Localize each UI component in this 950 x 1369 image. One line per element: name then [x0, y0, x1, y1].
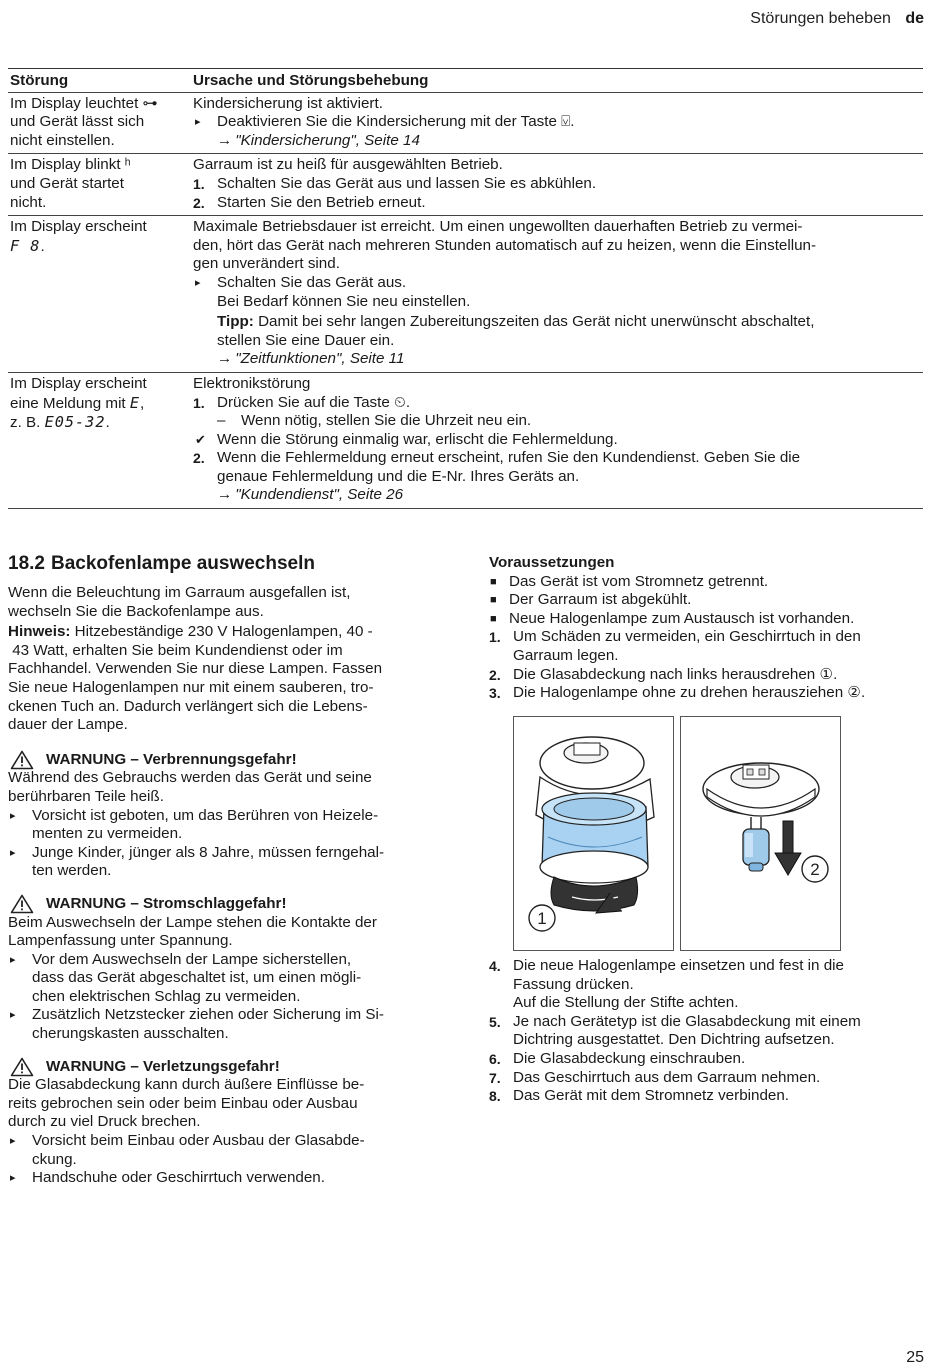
cause-cell — [193, 156, 923, 212]
warning-bullet — [8, 1006, 444, 1043]
cause-text: Maximale Betriebsdauer ist erreicht. Um einen ungewollten dauerhaften Betrieb zu vermei- — [193, 218, 803, 236]
step-text: Garraum legen. — [513, 646, 619, 664]
callout-label-two: 2 — [810, 860, 820, 879]
numbered-step — [489, 628, 929, 665]
note-label: Hinweis: — [8, 623, 71, 641]
bullet-text: ten werden. — [32, 862, 112, 880]
requirement-text: Neue Halogenlampe zum Austausch ist vorhanden. — [509, 609, 855, 627]
warning-text: Die Glasabdeckung kann durch äußere Einflüsse be- — [8, 1076, 365, 1094]
requirement-item — [489, 591, 929, 610]
section-heading — [8, 552, 444, 576]
warning-triangle-icon — [10, 750, 34, 770]
warning-bullet — [8, 807, 444, 844]
figure-unscrew-cover — [513, 716, 674, 951]
step-text: Je nach Gerätetyp ist die Glasabdeckung mit einem — [513, 1012, 861, 1030]
warning-text: Lampenfassung unter Spannung. — [8, 932, 233, 950]
numbered-step — [489, 666, 929, 685]
step-text: Fassung drücken. — [513, 975, 634, 993]
section-title: Backofenlampe auswechseln — [50, 553, 315, 574]
step-number: 3. — [489, 685, 501, 702]
result-text: Wenn die Störung einmalig war, erlischt die Fehlermeldung. — [217, 430, 618, 448]
square-bullet-icon: ■ — [490, 612, 497, 625]
numbered-step — [489, 957, 929, 1013]
fault-cell — [8, 375, 193, 505]
display-code: E — [129, 393, 141, 412]
halogen-lamp-remove-illustration — [681, 717, 839, 949]
table-row — [8, 216, 923, 373]
intro-line: wechseln Sie die Backofenlampe aus. — [8, 602, 264, 620]
sub-step-text: Wenn nötig, stellen Sie die Uhrzeit neu ein. — [241, 412, 532, 430]
triangle-bullet-icon: ▸ — [10, 1172, 16, 1185]
numbered-step — [489, 1050, 929, 1069]
fault-cell — [8, 156, 193, 212]
step-text: Die neue Halogenlampe einsetzen und fest in die — [513, 957, 844, 974]
requirements-heading: Voraussetzungen — [489, 554, 615, 571]
note-line: Sie neue Halogenlampen nur mit einem sauberen, tro- — [8, 678, 374, 696]
warning-text: reits gebrochen sein oder beim Einbau oder Ausbau — [8, 1094, 358, 1112]
warning-title: WARNUNG – Verletzungsgefahr! — [46, 1057, 280, 1075]
requirement-item — [489, 573, 929, 592]
numbered-step: 2. Wenn die Fehlermeldung erneut erscheint, rufen Sie den Kundendienst. Geben Sie die — [193, 449, 801, 467]
fault-text-part: z. B. — [10, 414, 45, 432]
bullet-text: menten zu vermeiden. — [32, 825, 183, 843]
figure-pull-lamp — [680, 716, 841, 951]
section-number: 18.2 — [8, 553, 45, 574]
step-number: 8. — [489, 1088, 501, 1105]
numbered-step: 1. Schalten Sie das Gerät aus und lassen Sie es abkühlen. — [193, 174, 597, 192]
note-line: Fachhandel. Verwenden Sie nur diese Lampen. Fassen — [8, 660, 383, 678]
table-row — [8, 154, 923, 216]
tip-text: stellen Sie eine Dauer ein. — [217, 331, 395, 349]
cross-reference-link[interactable] — [193, 350, 923, 369]
cause-cell — [193, 375, 923, 505]
glass-cover-unscrew-illustration — [514, 717, 672, 949]
step-text: Drücken Sie auf die Taste ⏲. — [217, 393, 411, 411]
table-row — [8, 373, 923, 509]
warning-bullet — [8, 1132, 444, 1169]
square-bullet-icon: ■ — [490, 575, 497, 588]
reference-text: "Kundendienst", Seite 26 — [235, 486, 404, 504]
fault-cell — [8, 95, 193, 151]
reference-text: "Kindersicherung", Seite 14 — [235, 131, 420, 149]
triangle-bullet-icon: ▸ — [10, 809, 16, 822]
lamp-illustrations — [513, 716, 843, 952]
cause-text: den, hört das Gerät nach mehreren Stunden automatisch auf zu heizen, wenn die Einstellun- — [193, 236, 817, 254]
step-number: 2. — [489, 666, 501, 683]
action-text: Schalten Sie das Gerät aus. — [217, 273, 407, 291]
page-header — [750, 10, 924, 29]
tip-text: Damit bei sehr langen Zubereitungszeiten das Gerät nicht unerwünscht abschaltet, — [253, 313, 815, 331]
fault-text: eine Meldung mit E, — [10, 393, 145, 412]
warning-text: Während des Gebrauchs werden das Gerät und seine — [8, 769, 372, 787]
reference-text: "Zeitfunktionen", Seite 11 — [235, 350, 405, 368]
table-header-row — [8, 69, 923, 93]
fault-text: Im Display erscheint — [10, 374, 147, 392]
fault-text: Im Display blinkt ʰ — [10, 156, 131, 174]
table-header-fault: Störung — [10, 72, 69, 89]
header-section-title: Störungen beheben — [750, 10, 891, 27]
note-paragraph — [8, 623, 444, 735]
fault-text: und Gerät startet — [10, 174, 124, 192]
bullet-text: chen elektrischen Schlag zu vermeiden. — [32, 987, 301, 1005]
bullet-text: Handschuhe oder Geschirrtuch verwenden. — [32, 1169, 325, 1187]
fault-text: nicht einstellen. — [10, 131, 115, 149]
action-item — [193, 274, 923, 293]
step-text: Starten Sie den Betrieb erneut. — [217, 193, 426, 211]
step-text: Die Halogenlampe ohne zu drehen herausziehen ②. — [513, 684, 866, 702]
arrow-right-icon: → — [217, 350, 233, 368]
step-number: 4. — [489, 958, 501, 974]
step-text: Die Glasabdeckung einschrauben. — [513, 1049, 746, 1067]
display-code: F 8 — [10, 236, 41, 255]
step-text: Um Schäden zu vermeiden, ein Geschirrtuch in den — [513, 628, 861, 646]
fault-cell — [8, 218, 193, 369]
step-text: Die Glasabdeckung nach links herausdrehen ①. — [513, 665, 838, 683]
bullet-text: cherungskasten ausschalten. — [32, 1025, 229, 1043]
action-subtext: Bei Bedarf können Sie neu einstellen. — [217, 292, 471, 310]
cause-cell — [193, 218, 923, 369]
square-bullet-icon: ■ — [490, 594, 497, 607]
cross-reference-link[interactable] — [193, 486, 923, 505]
step-number: 1. — [489, 629, 501, 646]
note-line: ckenen Tuch an. Dadurch verlängert sich die Lebens- — [8, 697, 368, 715]
numbered-step — [489, 684, 929, 703]
note-text: Hitzebeständige 230 V Halogenlampen, 40 - — [70, 623, 373, 641]
checkmark-icon: ✔ — [195, 431, 206, 447]
cross-reference-link[interactable] — [193, 132, 923, 151]
callout-label-one: 1 — [537, 909, 547, 928]
fault-text: z. B. E05-32. — [10, 413, 110, 432]
note-line: 43 Watt, erhalten Sie beim Kundendienst oder im — [8, 641, 343, 659]
fault-text: nicht. — [10, 193, 47, 211]
step-text: Auf die Stellung der Stifte achten. — [513, 994, 739, 1012]
intro-line: Wenn die Beleuchtung im Garraum ausgefallen ist, — [8, 584, 351, 601]
action-text: Deaktivieren Sie die Kindersicherung mit der Taste ⍌. — [217, 113, 575, 131]
bullet-text: Junge Kinder, jünger als 8 Jahre, müssen ferngehal- — [32, 843, 385, 861]
numbered-step: 1. Drücken Sie auf die Taste ⏲. — [193, 393, 411, 411]
numbered-step — [489, 1013, 929, 1050]
warning-triangle-icon — [10, 1057, 34, 1077]
requirement-text: Der Garraum ist abgekühlt. — [509, 591, 692, 609]
steps-continued — [489, 957, 929, 1106]
fault-text: Im Display leuchtet ⊶ — [10, 94, 158, 112]
numbered-step — [489, 1087, 929, 1106]
triangle-bullet-icon: ▸ — [195, 116, 201, 129]
step-number: 7. — [489, 1069, 501, 1086]
warning-title: WARNUNG – Verbrennungsgefahr! — [46, 750, 297, 768]
page-number: 25 — [906, 1349, 924, 1366]
action-item — [193, 113, 923, 132]
sub-step: – Wenn nötig, stellen Sie die Uhrzeit neu ein. — [217, 412, 532, 430]
arrow-right-icon: → — [217, 486, 233, 504]
triangle-bullet-icon: ▸ — [10, 1135, 16, 1148]
warning-text: durch zu viel Druck brechen. — [8, 1113, 201, 1131]
right-column — [489, 554, 929, 703]
warning-title: WARNUNG – Stromschlaggefahr! — [46, 894, 287, 912]
triangle-bullet-icon: ▸ — [10, 1009, 16, 1022]
tip-label: Tipp: — [217, 313, 254, 331]
triangle-bullet-icon: ▸ — [195, 276, 201, 289]
cause-text: Elektronikstörung — [193, 374, 311, 392]
intro-paragraph — [8, 584, 444, 621]
fault-text: F 8. — [10, 236, 45, 255]
warning-text: berührbaren Teile heiß. — [8, 787, 164, 805]
numbered-step: 2. Starten Sie den Betrieb erneut. — [193, 193, 426, 211]
warning-heading — [8, 751, 444, 770]
cause-text: Garraum ist zu heiß für ausgewählten Betrieb. — [193, 156, 503, 174]
step-text: Dichtring ausgestattet. Den Dichtring aufsetzen. — [513, 1031, 835, 1049]
cause-text: Kindersicherung ist aktiviert. — [193, 94, 383, 112]
tip-block — [193, 313, 923, 332]
numbered-step — [489, 1069, 929, 1088]
step-text: Wenn die Fehlermeldung erneut erscheint, rufen Sie den Kundendienst. Geben Sie die — [217, 449, 801, 467]
fault-text-part: eine Meldung mit — [10, 394, 130, 412]
cause-text: gen unverändert sind. — [193, 255, 340, 273]
warning-bullet — [8, 844, 444, 881]
arrow-right-icon: → — [217, 131, 233, 149]
warning-heading — [8, 895, 444, 914]
warning-bullet — [8, 951, 444, 1007]
fault-text: Im Display erscheint — [10, 218, 147, 236]
step-text: Schalten Sie das Gerät aus und lassen Sie es abkühlen. — [217, 174, 597, 192]
warning-triangle-icon — [10, 894, 34, 914]
result-item — [193, 431, 923, 450]
step-text: genaue Fehlermeldung und die E-Nr. Ihres Geräts an. — [217, 467, 580, 485]
fault-text: und Gerät lässt sich — [10, 113, 145, 131]
step-text: Das Gerät mit dem Stromnetz verbinden. — [513, 1087, 790, 1105]
warning-heading — [8, 1058, 444, 1077]
bullet-text: Vorsicht beim Einbau oder Ausbau der Glasabde- — [32, 1132, 365, 1150]
bullet-text: Vorsicht ist geboten, um das Berühren von Heizele- — [32, 806, 379, 824]
bullet-text: dass das Gerät abgeschaltet ist, um einen mögli- — [32, 969, 362, 987]
triangle-bullet-icon: ▸ — [10, 846, 16, 859]
triangle-bullet-icon: ▸ — [10, 953, 16, 966]
requirement-item — [489, 610, 929, 629]
table-row — [8, 93, 923, 155]
bullet-text: Vor dem Auswechseln der Lampe sicherstellen, — [32, 950, 352, 968]
bullet-text: Zusätzlich Netzstecker ziehen oder Sicherung im Si- — [32, 1006, 384, 1024]
step-text: Das Geschirrtuch aus dem Garraum nehmen. — [513, 1068, 821, 1086]
header-language: de — [905, 10, 924, 27]
requirement-text: Das Gerät ist vom Stromnetz getrennt. — [509, 572, 769, 590]
left-column — [8, 552, 444, 1188]
note-line: dauer der Lampe. — [8, 716, 128, 734]
warning-text: Beim Auswechseln der Lampe stehen die Kontakte der — [8, 913, 377, 931]
step-number: 5. — [489, 1013, 501, 1030]
cause-cell — [193, 95, 923, 151]
table-header-cause: Ursache und Störungsbehebung — [193, 72, 429, 89]
display-code: E05-32 — [44, 413, 106, 432]
bullet-text: ckung. — [32, 1150, 77, 1168]
warning-bullet — [8, 1169, 444, 1188]
step-number: 6. — [489, 1050, 501, 1067]
note-line — [8, 623, 444, 642]
troubleshooting-table — [8, 68, 923, 509]
